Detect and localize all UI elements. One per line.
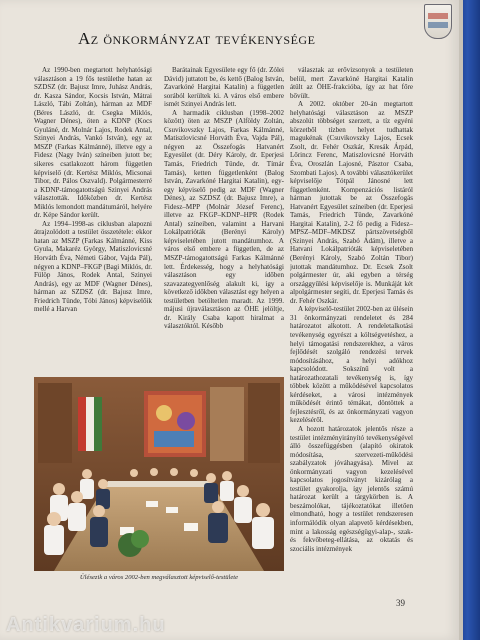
page-title: Az önkormányzat tevékenysége bbox=[78, 29, 316, 48]
watermark: Antikvarium.hu bbox=[6, 614, 166, 636]
coat-of-arms-icon bbox=[424, 4, 452, 39]
paragraph: A képviselő-testület 2002-ben az ülésein 31 önkormányzati rendeletet és 284 határozatot alkotott. A rendeletalkotási tevékenység egyrészt a költségvetéshez, a helyi támogatási rendszerekhez, a város fejlődését szolgáló rendezési tervek módosításához, a helyi adókhoz kapcsolódott. Sokszínű volt a határozathozatali tevékenység is, így többek között a működésével kapcsolatos kérdéseket, a városi intézmények működését érintő témákat, döntöttek a fejlesztésről, és az önkormányzati vagyon kezeléséről. bbox=[290, 305, 413, 425]
paragraph: választak az erővizsonyok a testületen belül, mert Zavarkóné Hargitai Katalin átült az ÖHE-frakcióba, így az hat főre bővült. bbox=[290, 66, 413, 100]
paragraph: A hozott határozatok jelentős része a testület intézményirányító tevékenységével álló összefüggésben (alapító okiratok módosítása, szervezeti-működési szabályzatok jóváhagyása). Mivel az önkormányzati vagyon kezelésével kapcsolatos jogosítványt kizárólag a testület gyakorolja, így jelentős számú határozat került a tárgykörben is. A beszámolókat, tájékoztatókat illetően elmondható, hogy a testület rendszeresen informálódik olyan alapvető kérdésekben, mint a lakosság egészségügyi-alap-, szak- és fekvőbeteg-ellátása, az oktatás és szociális intézmények bbox=[290, 424, 413, 553]
text-column-3 bbox=[290, 66, 413, 586]
meeting-room-illustration bbox=[34, 377, 284, 571]
text-column-2 bbox=[164, 66, 284, 370]
paragraph: Az 1994–1998-as ciklusban alapozni átrajzolódott a testület összetétele: ekkor hatan az MSZP (Farkas Kálmánné, Kiss Gyula, Makaréz György, Matiszlovicsné Horváth Éva, Németi Gábor, Vajda Pál), négyen a KDNP–FKGP (Bagi Miklós, dr. Fülöp János, Rodek Antal, Szinyei András), egy az MDF (Wagner Dénes), hárman az SZDSZ (dr. Bajusz Imre, Friedrich Tünde, Tóbi János) képviselőik mellé a Harvan bbox=[34, 219, 152, 314]
paragraph: Barátainak Egyesülete egy fő (dr. Zólei Dávid) juttatott be, és kettő (Balog István, Zavarkóné Hargitai Katalin) a független sorából kerültek ki. A város első embere ismét Szinyei András lett. bbox=[164, 66, 284, 109]
paragraph: Az 1990-ben megtartott helyhatósági választáson a 19 fős testülethe hatan az SZDSZ (dr. Bajusz Imre, Juhász András, dr. Kasza Sándor, Kocsis István, Mátrai László, Tábi Zoltán), hárman az MDF (Béres László, dr. Csegka Miklós, Wagner Dénes), öten a KDNP (Kocs Gyuláné, dr. Molnár Lajos, Rodek Antal, Szinyei András, Vankó István), egy az MSZP (Farkas Kálmánné), illetve egy a Fidesz (Nagy Iván) színeiben jutott be; sikeres csatlakozott három független képviselő (dr. Kertész Miklós, Micsonai Tibor, dr. Pálos Oszvald). Polgármesterré a KDNP-támogatottságú Szinyei András választották. Időközben dr. Kertész Miklós lemondott mandátumáról, helyére dr. Képe Sándor került. bbox=[34, 66, 152, 220]
text-column-1 bbox=[34, 66, 152, 370]
photo-caption: Ülésezik a város 2002-ben megválasztott képviselő-testülete bbox=[79, 574, 239, 581]
page-fold bbox=[459, 0, 463, 640]
page-number: 39 bbox=[396, 598, 405, 608]
paragraph: A 2002. október 20-án megtartott helyhatósági választáson az MSZP abszolút többséget szerzett, a tíz egyéni körzetből tízben helyet tudhattak magukénak (Csuvikovszky Lajos, Ecsek Zsolt, dr. Fehér Oszkár, Kresák Árpád, Lőrincz Ferenc, Matiszlovicsné Horváth Éva, Oroszlán Lajosné, Pásztor Csaba, Szombati Lajos). A további választókerület képviselője Tótpál Jánosné lett függetlenként. Kompenzációs listáról hárman jutottak be az Összefogás Hatvanért Egyesület színeiben (dr. Eperjesi Tamás, Friedrich Tünde, Zavarkóné Hargitai Katalin), 2-2 fő pedig a Fidesz–MPSZ–MDF–MKDSZ pártszövetségből (Szinyei András, Szabó Ádám), illetve a Hatvani Lokálpatrióták képviseletében (Berényi Károly, Szabó Zoltán Tibor) jutottak mandátumhoz. Dr. Ecsek Zsolt polgármester úr, aki egyben a térség országgyűlési képviselője is. Munkáját két alpolgármester segíti, dr. Eperjesi Tamás és dr. Fehér Oszkár. bbox=[290, 100, 413, 305]
paragraph: A harmadik ciklusban (1998–2002 között) öten az MSZP (Alföldy Zoltán, Csuvikovszky Lajos, Farkas Kálmánné, Matiszlovicsné Horváth Éva, Vajda Pál), négyen az Összefogás Hatvanért Egyesület (dr. Déry Károly, dr. Eperjesi Tamás, Friedrich Tünde, dr. Tímár Tamás), ketten függetlenként (Balog István, Zavarkóné Hargitai Katalin), egy-egy képviselő pedig az MDF (Wagner Dénes), az SZDSZ (dr. Bajusz Imre), a Fidesz–MPP (Molnár József Ferenc), illetve az FKGP–KDNP–HPR (Rodek Antal) színeiben, valamint a Harvani Lokálpatrióták (Berényi Károly) képviseletében jutott mandátumhoz. A város első embere a független, de az MSZP-támogatottságú Farkas Kálmánné lett. Érdekesség, hogy a helyhatósági választáson egy időben szavazategyenlőség alakult ki, így a következő időkben választást egy helyen a testületben betöltetlen maradt. Az 1999. májusi újraválasztáson az ÖHE jelöltje, dr. Király Csaba kapott hiralmat a választóktól. Később bbox=[164, 108, 284, 331]
book-cover-edge bbox=[459, 0, 480, 640]
council-meeting-photo bbox=[34, 377, 284, 571]
